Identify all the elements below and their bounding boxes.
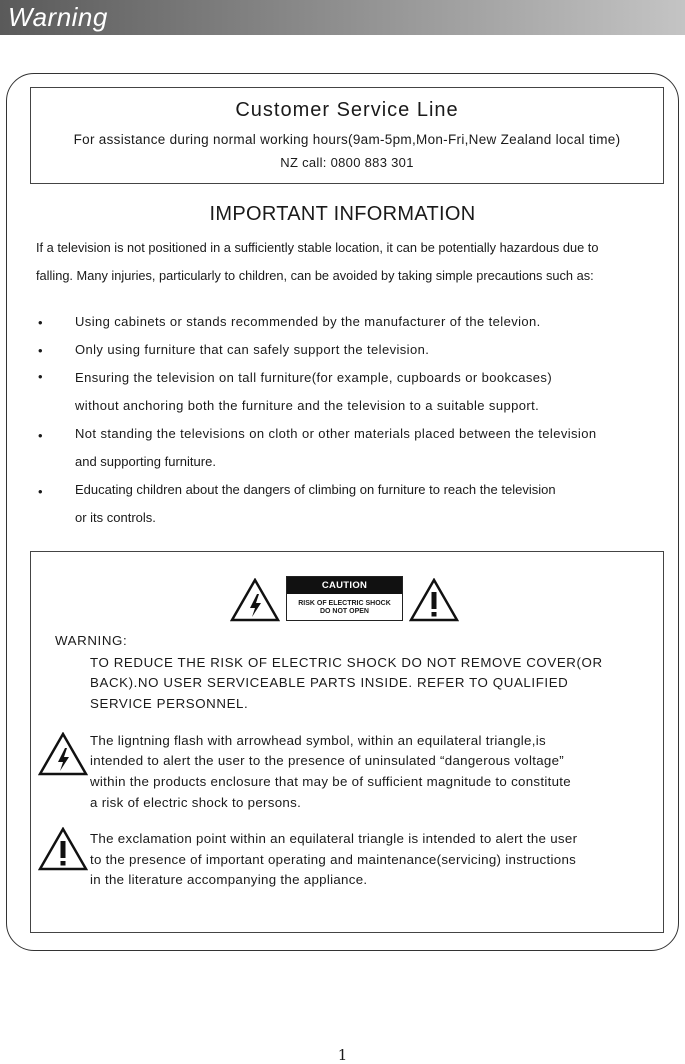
bullet-dot: • <box>38 428 43 443</box>
header-bar <box>0 0 685 35</box>
list-item-continuation: or its controls. <box>75 510 156 525</box>
important-info-heading: IMPORTANT INFORMATION <box>209 203 476 225</box>
list-item: Only using furniture that can safely support the television. <box>75 342 430 357</box>
list-item: Using cabinets or stands recommended by the manufacturer of the televion. <box>75 314 541 329</box>
list-item: Not standing the televisions on cloth or other materials placed between the television <box>75 426 597 441</box>
warning-text-line: TO REDUCE THE RISK OF ELECTRIC SHOCK DO NOT REMOVE COVER(OR <box>90 655 603 670</box>
lightning-note-line: within the products enclosure that may be of sufficient magnitude to constitute <box>90 774 571 789</box>
service-phone: NZ call: 0800 883 301 <box>280 155 414 170</box>
bullet-dot: • <box>38 315 43 330</box>
bullet-dot: • <box>38 343 43 358</box>
list-item-continuation: without anchoring both the furniture and the television to a suitable support. <box>75 398 540 413</box>
list-item: Educating children about the dangers of climbing on furniture to reach the television <box>75 482 556 497</box>
warning-text-line: BACK).NO USER SERVICEABLE PARTS INSIDE. REFER TO QUALIFIED <box>90 675 569 690</box>
exclamation-note-line: The exclamation point within an equilateral triangle is intended to alert the user <box>90 831 578 846</box>
lightning-note-line: a risk of electric shock to persons. <box>90 795 302 810</box>
service-hours: For assistance during normal working hours(9am-5pm,Mon-Fri,New Zealand local time) <box>73 132 621 147</box>
lightning-triangle-icon <box>38 732 88 776</box>
caution-line: RISK OF ELECTRIC SHOCK <box>298 600 391 607</box>
customer-service-box <box>30 87 664 184</box>
warning-label: WARNING: <box>55 633 128 648</box>
intro-line: falling. Many injuries, particularly to children, can be avoided by taking simple precautions such as: <box>36 268 594 283</box>
caution-header: CAUTION <box>287 577 402 594</box>
warning-text-line: SERVICE PERSONNEL. <box>90 696 249 711</box>
exclamation-note-line: in the literature accompanying the appliance. <box>90 872 368 887</box>
exclamation-triangle-icon <box>38 827 88 871</box>
page-number: 1 <box>337 1046 348 1064</box>
caution-label <box>286 576 403 621</box>
bullet-dot: • <box>38 369 43 384</box>
page-title: Warning <box>8 2 108 32</box>
list-item: Ensuring the television on tall furniture(for example, cupboards or bookcases) <box>75 370 553 385</box>
exclamation-triangle-icon <box>409 578 459 622</box>
lightning-note-line: The ligntning flash with arrowhead symbol, within an equilateral triangle,is <box>90 733 546 748</box>
bullet-dot: • <box>38 484 43 499</box>
list-item-continuation: and supporting furniture. <box>75 454 216 469</box>
service-title: Customer Service Line <box>235 99 459 121</box>
caution-line: DO NOT OPEN <box>319 608 369 615</box>
exclamation-note-line: to the presence of important operating and maintenance(servicing) instructions <box>90 852 577 867</box>
lightning-note-line: intended to alert the user to the presence of uninsulated “dangerous voltage” <box>90 753 565 768</box>
intro-line: If a television is not positioned in a sufficiently stable location, it can be potentially hazardous due to <box>36 240 599 255</box>
lightning-triangle-icon <box>230 578 280 622</box>
